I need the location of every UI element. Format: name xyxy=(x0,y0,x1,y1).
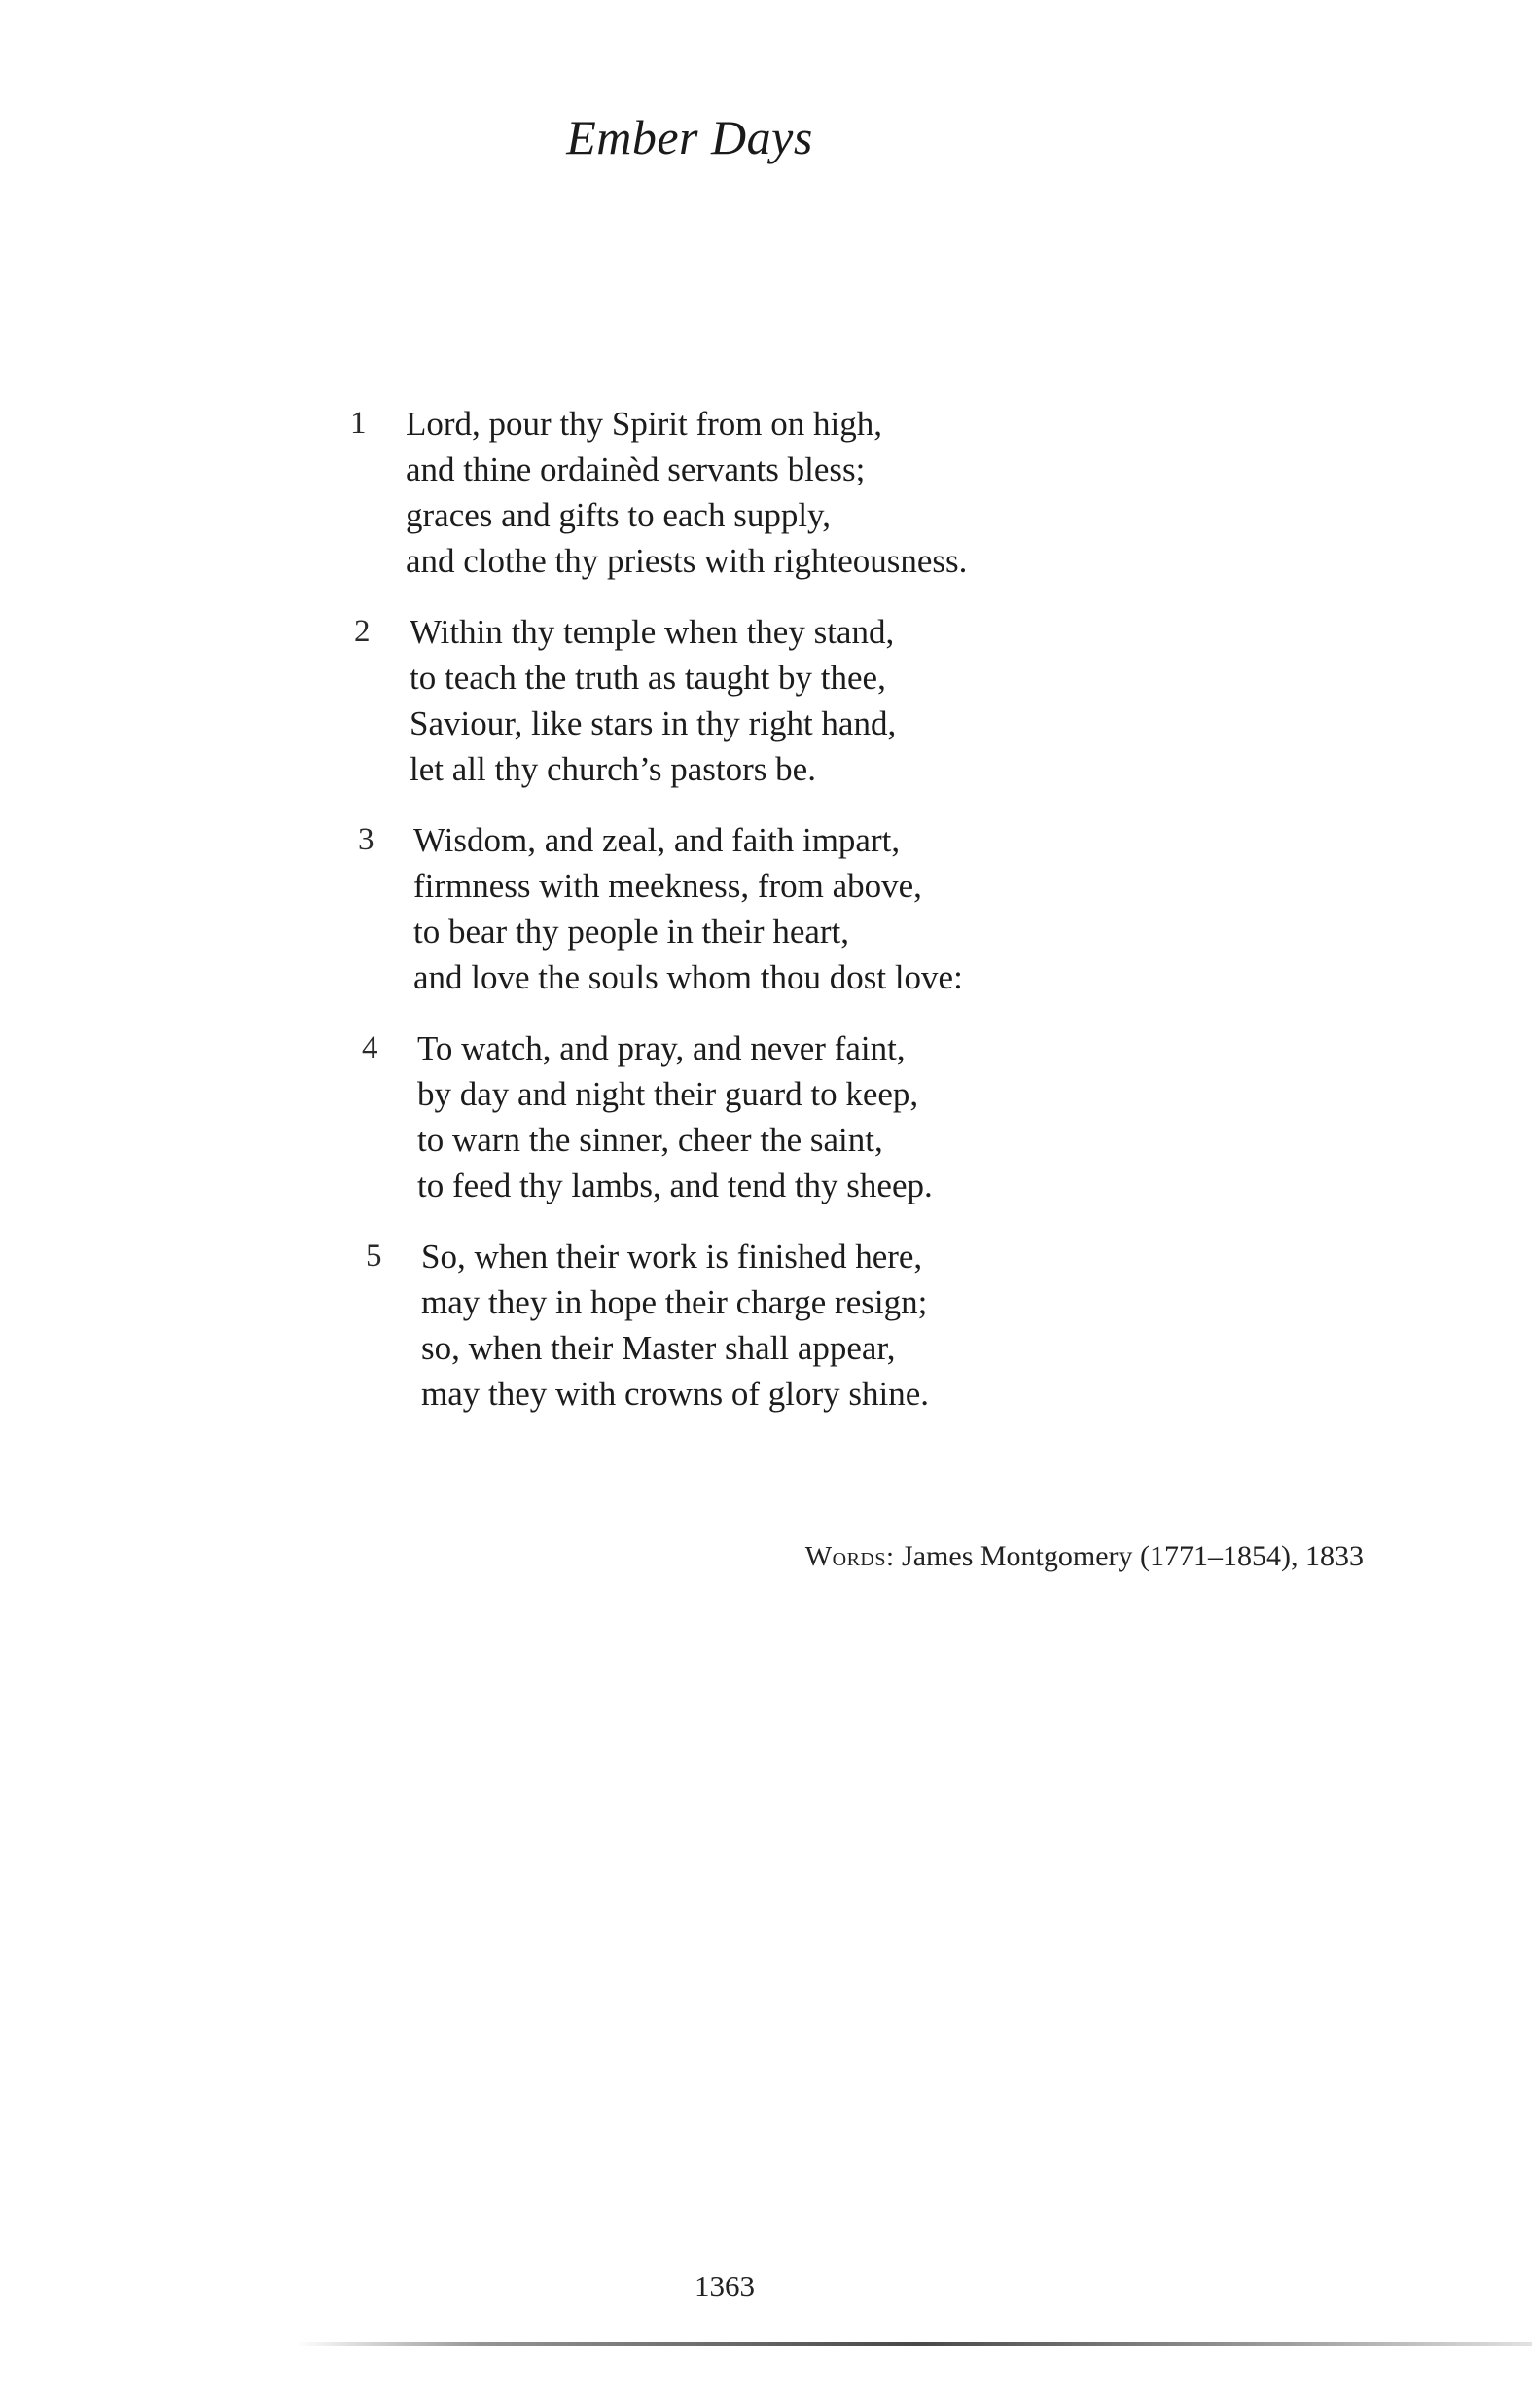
scan-edge-line xyxy=(297,2342,1532,2346)
hymn-text xyxy=(350,401,1089,1442)
verse-5 xyxy=(366,1234,1105,1417)
words-credit xyxy=(805,1540,1364,1573)
verse-line: may they in hope their charge resign; xyxy=(421,1283,928,1321)
verse-line: and love the souls whom thou dost love: xyxy=(413,958,963,996)
verse-line: by day and night their guard to keep, xyxy=(417,1075,919,1113)
verse-line: Wisdom, and zeal, and faith impart, xyxy=(413,821,901,859)
verse-2 xyxy=(354,609,1093,792)
verse-line: Within thy temple when they stand, xyxy=(410,613,895,651)
verse-line: let all thy church’s pastors be. xyxy=(410,750,816,788)
verse-3 xyxy=(358,817,1097,1000)
verse-line: to teach the truth as taught by thee, xyxy=(410,659,886,697)
verse-line: firmness with meekness, from above, xyxy=(413,867,922,905)
verse-line: may they with crowns of glory shine. xyxy=(421,1375,929,1413)
verse-line: To watch, and pray, and never faint, xyxy=(417,1029,906,1067)
verse-line: Saviour, like stars in thy right hand, xyxy=(410,704,897,742)
verse-line: so, when their Master shall appear, xyxy=(421,1329,896,1367)
verse-number: 1 xyxy=(350,406,367,441)
verse-4 xyxy=(362,1025,1101,1208)
verse-line: So, when their work is finished here, xyxy=(421,1238,923,1276)
verse-line: to feed thy lambs, and tend thy sheep. xyxy=(417,1167,933,1204)
credit-text: James Montgomery (1771–1854), 1833 xyxy=(902,1540,1364,1572)
verse-number: 2 xyxy=(354,614,371,649)
hymn-title: Ember Days xyxy=(566,110,813,164)
verse-number: 4 xyxy=(362,1030,378,1065)
credit-label: Words: xyxy=(804,1541,895,1572)
verse-line: and clothe thy priests with righteousness. xyxy=(406,542,968,580)
verse-number: 5 xyxy=(366,1239,382,1274)
verse-line: to bear thy people in their heart, xyxy=(413,913,850,951)
verse-1 xyxy=(350,401,1089,584)
verse-line: to warn the sinner, cheer the saint, xyxy=(417,1121,883,1159)
page-number: 1363 xyxy=(695,2269,755,2303)
verse-line: Lord, pour thy Spirit from on high, xyxy=(406,405,882,443)
verse-line: graces and gifts to each supply, xyxy=(406,496,832,534)
verse-line: and thine ordainèd servants bless; xyxy=(406,450,866,488)
verse-number: 3 xyxy=(358,822,374,857)
